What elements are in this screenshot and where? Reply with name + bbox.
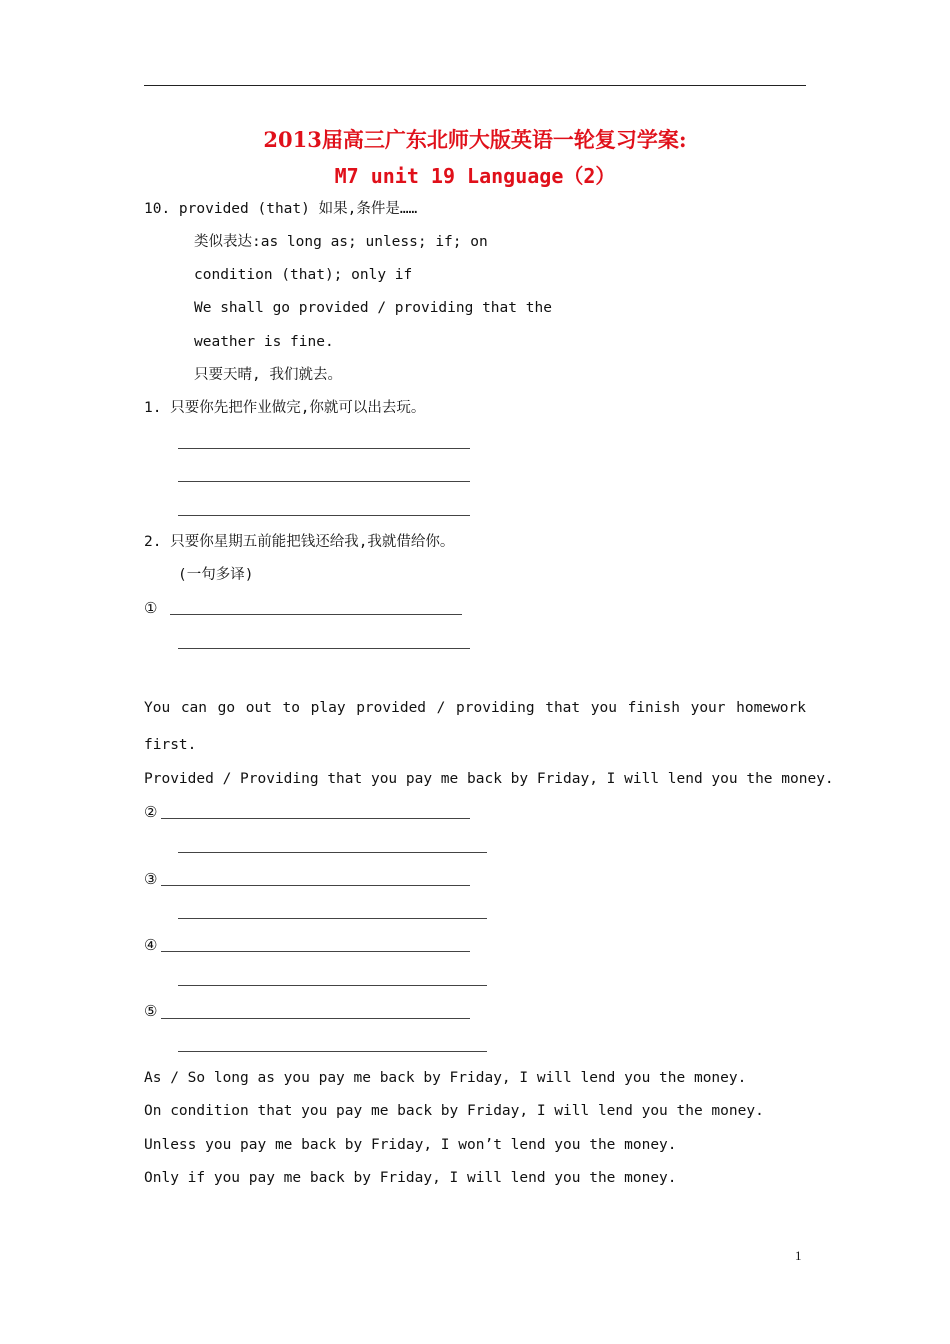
item10-example-line1: We shall go provided / providing that the — [194, 300, 552, 316]
exercise1-answer-line[interactable] — [178, 515, 470, 516]
exercise2-answer-line[interactable] — [161, 951, 470, 952]
answer-marker-3: ③ — [144, 870, 158, 888]
answer-marker-1: ① — [144, 599, 158, 617]
exercise1-answer-line[interactable] — [178, 448, 470, 449]
document-title: 2013届高三广东北师大版英语一轮复习学案: — [263, 127, 687, 152]
exercise2-answer-line[interactable] — [170, 614, 462, 615]
item10-example-chinese: 只要天晴, 我们就去。 — [194, 367, 342, 383]
exercise1-answer-line[interactable] — [178, 481, 470, 482]
exercise2-answer-line[interactable] — [178, 918, 487, 919]
item10-example-line2: weather is fine. — [194, 334, 334, 350]
exercise1-prompt: 1. 只要你先把作业做完,你就可以出去玩。 — [144, 400, 426, 416]
answer-exercise1-line1: You can go out to play provided / providing that you finish your homework — [144, 700, 806, 716]
item10-similar-line2: condition (that); only if — [194, 267, 413, 283]
page-number: 1 — [795, 1248, 802, 1263]
answer-exercise2-provided: Provided / Providing that you pay me back by Friday, I will lend you the money. — [144, 771, 834, 787]
answer-exercise2-on-condition: On condition that you pay me back by Friday, I will lend you the money. — [144, 1103, 764, 1119]
exercise2-prompt: 2. 只要你星期五前能把钱还给我,我就借给你。 — [144, 534, 455, 550]
exercise2-answer-line[interactable] — [178, 852, 487, 853]
exercise2-answer-line[interactable] — [178, 648, 470, 649]
exercise2-note: (一句多译) — [178, 567, 254, 583]
exercise2-answer-line[interactable] — [161, 1018, 470, 1019]
document-subtitle: M7 unit 19 Language（2） — [334, 164, 616, 188]
answer-marker-4: ④ — [144, 936, 158, 954]
answer-exercise2-unless: Unless you pay me back by Friday, I won’t lend you the money. — [144, 1137, 677, 1153]
answer-marker-5: ⑤ — [144, 1002, 158, 1020]
exercise2-answer-line[interactable] — [178, 1051, 487, 1052]
answer-marker-2: ② — [144, 803, 158, 821]
item10-heading: 10. provided (that) 如果,条件是…… — [144, 201, 418, 217]
answer-exercise1-line2: first. — [144, 737, 197, 753]
exercise2-answer-line[interactable] — [161, 818, 470, 819]
header-rule — [144, 85, 806, 86]
item10-similar-line1: 类似表达:as long as; unless; if; on — [194, 234, 488, 250]
exercise2-answer-line[interactable] — [178, 985, 487, 986]
answer-exercise2-only-if: Only if you pay me back by Friday, I will lend you the money. — [144, 1170, 677, 1186]
exercise2-answer-line[interactable] — [161, 885, 470, 886]
answer-exercise2-as-long-as: As / So long as you pay me back by Friday, I will lend you the money. — [144, 1070, 747, 1086]
